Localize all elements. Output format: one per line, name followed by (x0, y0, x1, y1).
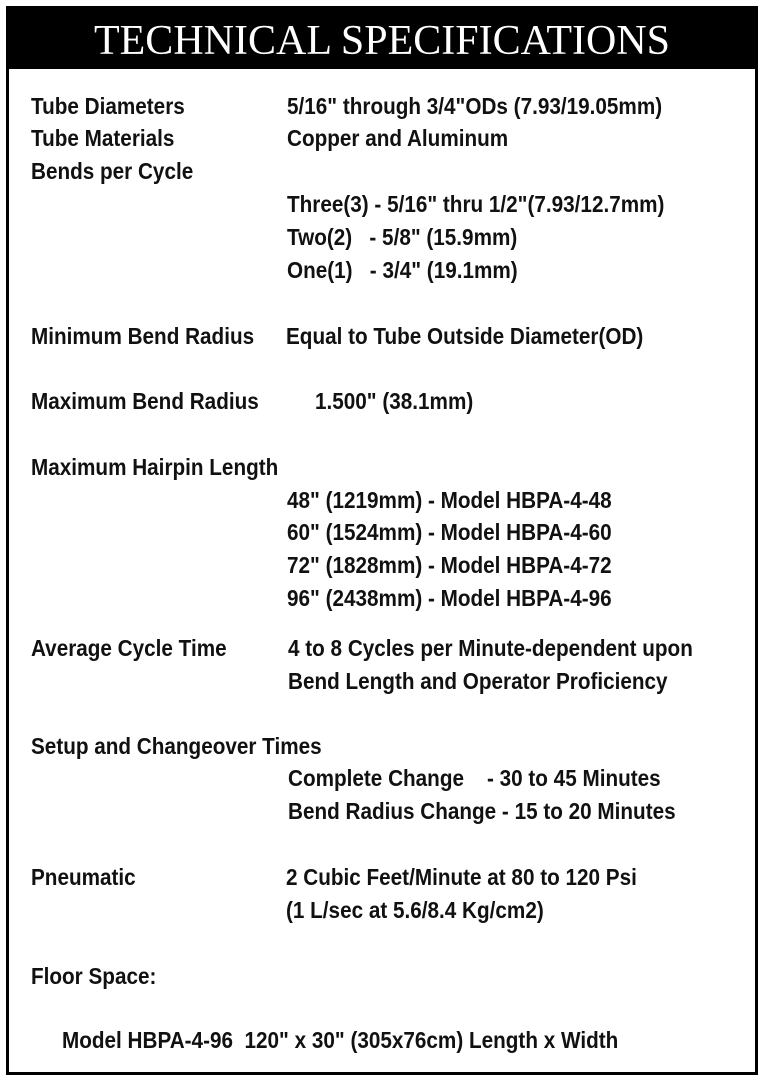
complete-change-value: Complete Change - 30 to 45 Minutes (288, 765, 661, 791)
tube-materials-label: Tube Materials (31, 125, 175, 151)
bend-radius-change-value: Bend Radius Change - 15 to 20 Minutes (288, 798, 676, 824)
pneumatic-value-2: (1 L/sec at 5.6/8.4 Kg/cm2) (286, 897, 544, 923)
tube-diameters-label: Tube Diameters (31, 93, 185, 119)
max-bend-radius-value: 1.500" (38.1mm) (315, 388, 474, 414)
pneumatic-label: Pneumatic (31, 864, 136, 890)
min-bend-radius-label: Minimum Bend Radius (31, 323, 255, 349)
hairpin-model-96: 96" (2438mm) - Model HBPA-4-96 (287, 585, 612, 611)
hairpin-model-48: 48" (1219mm) - Model HBPA-4-48 (287, 487, 612, 513)
bends-per-cycle-value-3: One(1) - 3/4" (19.1mm) (287, 257, 518, 283)
max-bend-radius-label: Maximum Bend Radius (31, 388, 259, 414)
hairpin-model-72: 72" (1828mm) - Model HBPA-4-72 (287, 552, 612, 578)
bends-per-cycle-label: Bends per Cycle (31, 158, 194, 184)
setup-changeover-label: Setup and Changeover Times (31, 733, 322, 759)
avg-cycle-time-value-1: 4 to 8 Cycles per Minute-dependent upon (288, 635, 693, 661)
floor-space-value: Model HBPA-4-96 120" x 30" (305x76cm) Length x Width (62, 1027, 619, 1053)
pneumatic-value-1: 2 Cubic Feet/Minute at 80 to 120 Psi (286, 864, 637, 890)
avg-cycle-time-value-2: Bend Length and Operator Proficiency (288, 668, 668, 694)
page-title: TECHNICAL SPECIFICATIONS (9, 9, 755, 69)
hairpin-model-60: 60" (1524mm) - Model HBPA-4-60 (287, 519, 612, 545)
bends-per-cycle-value-1: Three(3) - 5/16" thru 1/2"(7.93/12.7mm) (287, 191, 665, 217)
bends-per-cycle-value-2: Two(2) - 5/8" (15.9mm) (287, 224, 518, 250)
tube-diameters-value: 5/16" through 3/4"ODs (7.93/19.05mm) (287, 93, 663, 119)
floor-space-label: Floor Space: (31, 963, 157, 989)
tube-materials-value: Copper and Aluminum (287, 125, 509, 151)
max-hairpin-length-label: Maximum Hairpin Length (31, 454, 279, 480)
min-bend-radius-value: Equal to Tube Outside Diameter(OD) (286, 323, 644, 349)
avg-cycle-time-label: Average Cycle Time (31, 635, 227, 661)
spec-sheet (6, 6, 758, 1075)
